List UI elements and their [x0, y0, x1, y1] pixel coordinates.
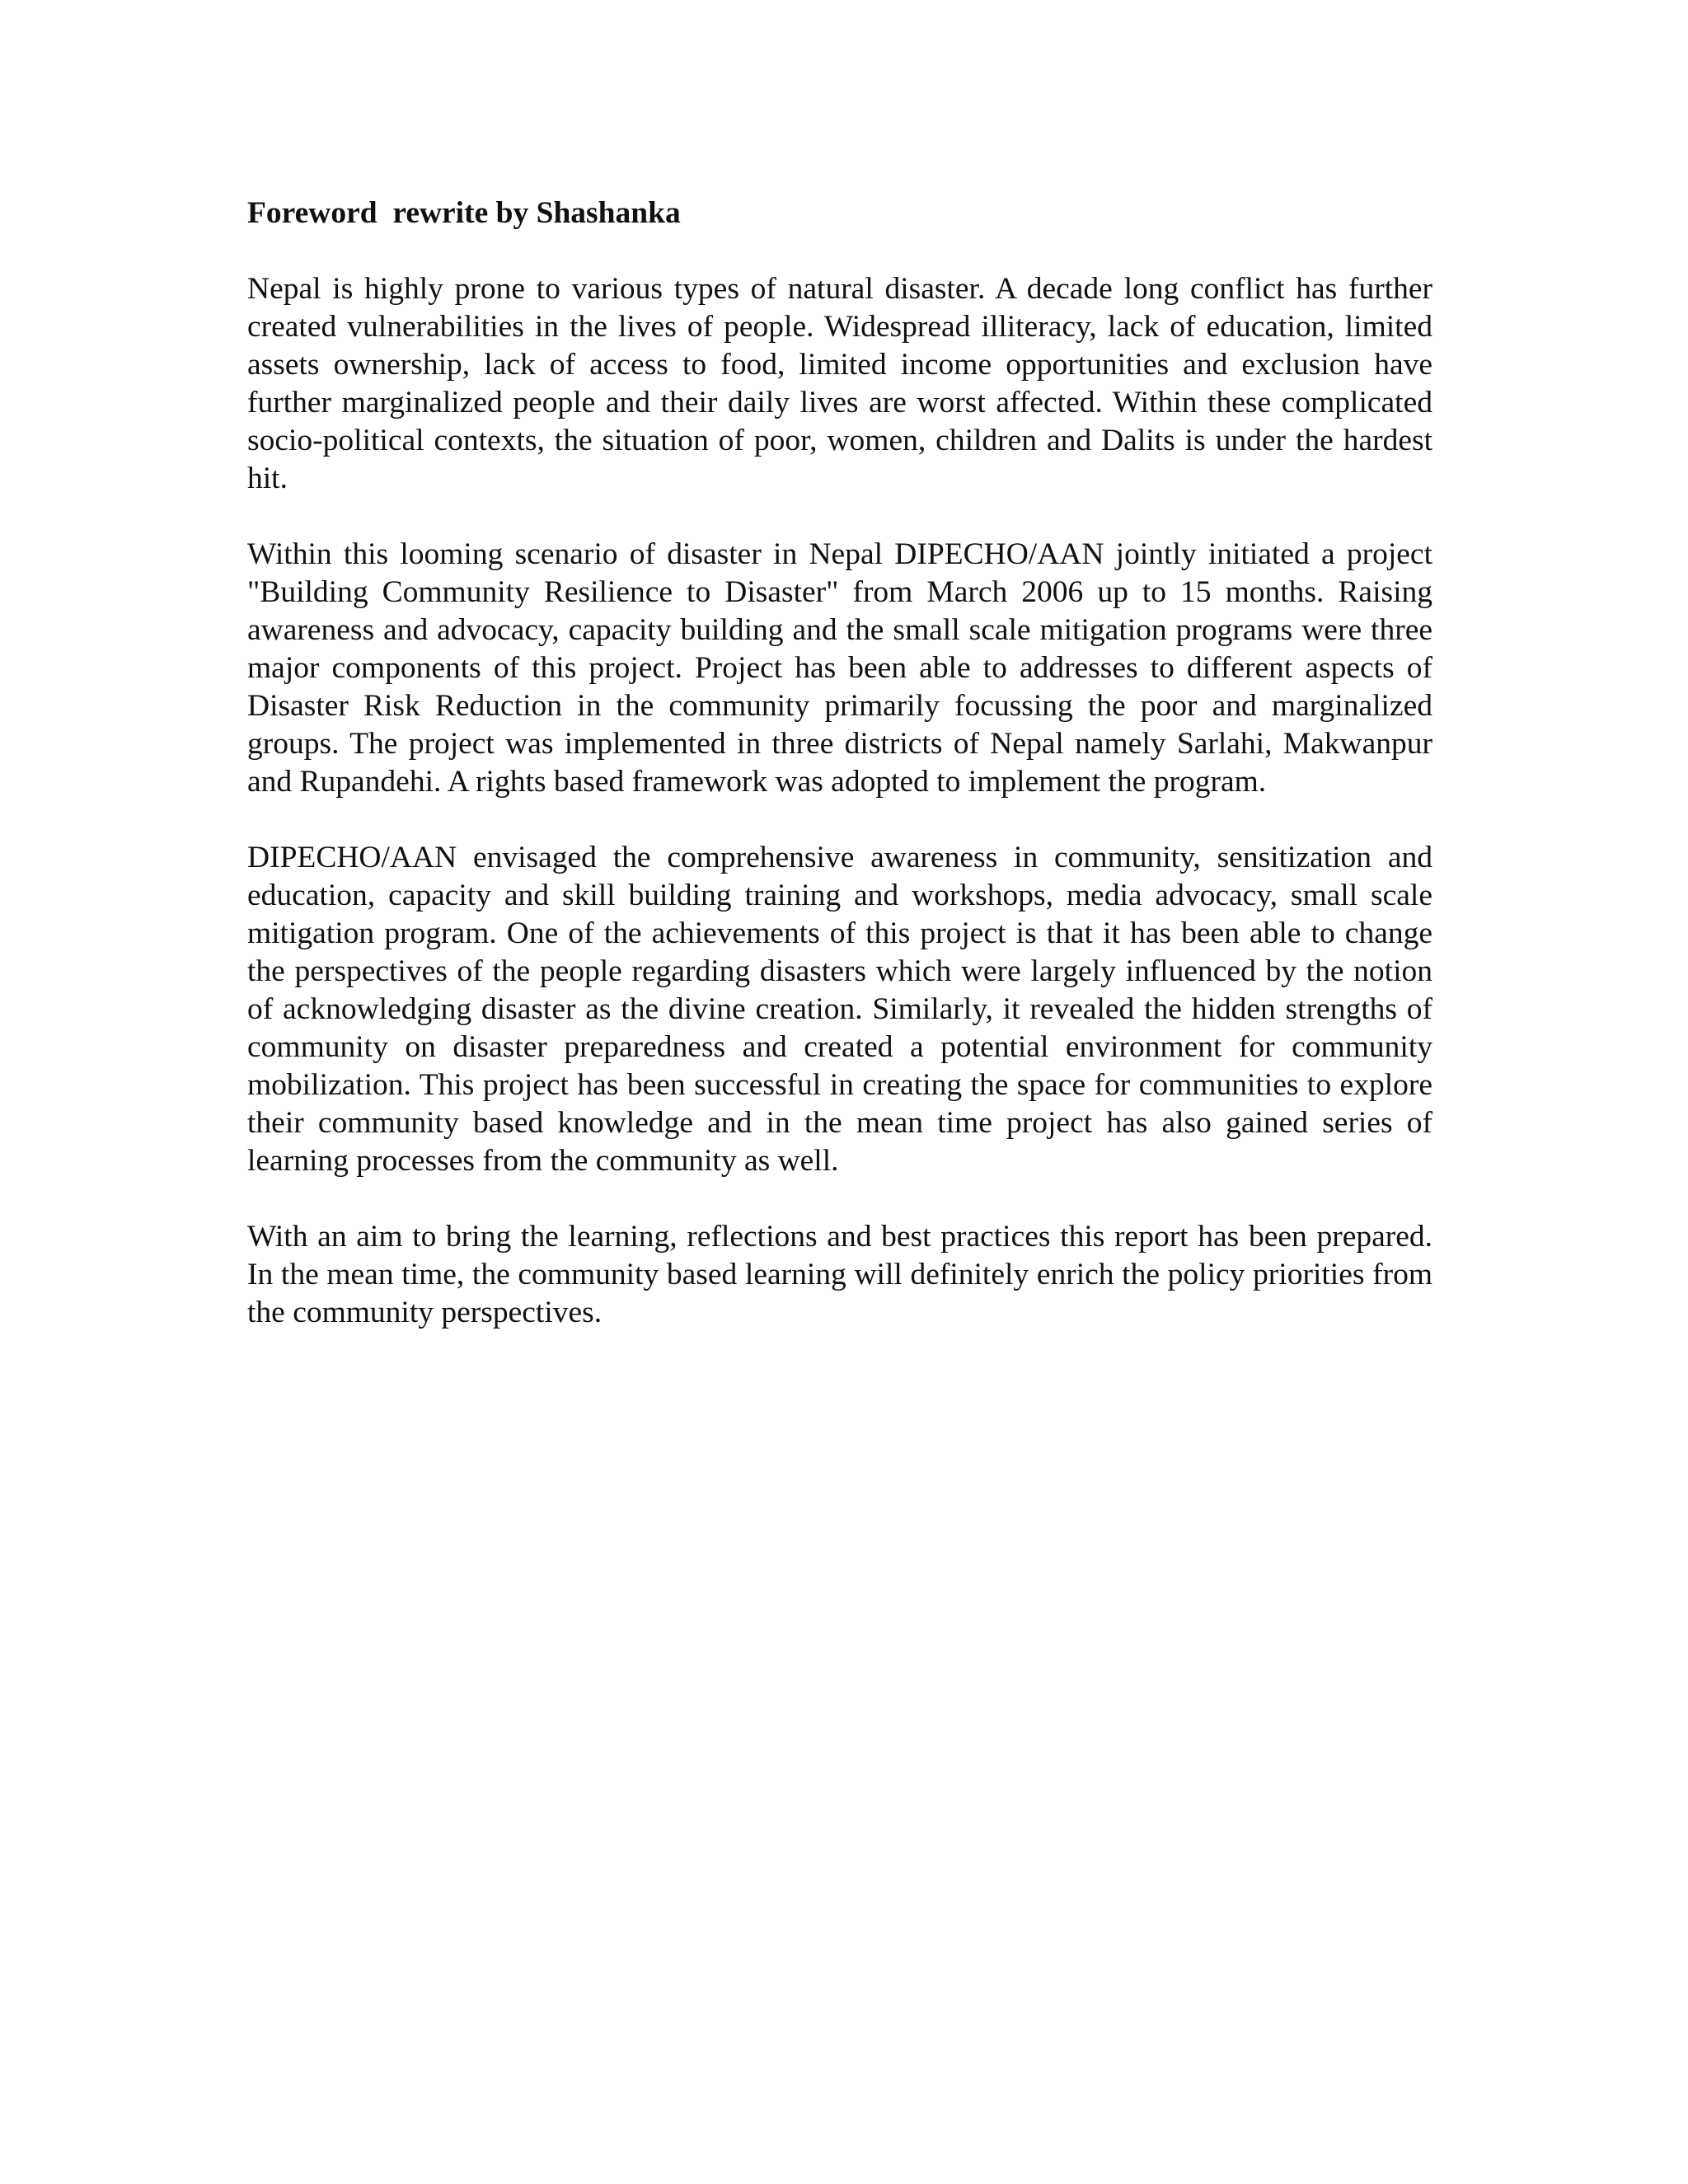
paragraph-2: Within this looming scenario of disaster in Nepal DIPECHO/AAN jointly initiated a project "Building Community Resilience to Disaster" from March 2006 up to 15 months. Raising awareness and advocacy, capacity building and the small scale mitigation programs were three major components of this project. Project has been able to addresses to different aspects of Disaster Risk Reduction in the community primarily focussing the poor and marginalized groups. The project was implemented in three districts of Nepal namely Sarlahi, Makwanpur and Rupandehi. A rights based framework was adopted to implement the program.	[247, 537, 1432, 799]
paragraph-1: Nepal is highly prone to various types of natural disaster. A decade long conflict has further created vulnerabilities in the lives of people. Widespread illiteracy, lack of education, limited assets ownership, lack of access to food, limited income opportunities and exclusion have further marginalized people and their daily lives are worst affected. Within these complicated socio-political contexts, the situation of poor, women, children and Dalits is under the hardest hit.	[247, 272, 1432, 495]
paragraph-3: DIPECHO/AAN envisaged the comprehensive awareness in community, sensitization and education, capacity and skill building training and workshops, media advocacy, small scale mitigation program. One of the achievements of this project is that it has been able to change the perspectives of the people regarding disasters which were largely influenced by the notion of acknowledging disaster as the divine creation. Similarly, it revealed the hidden strengths of community on disaster preparedness and created a potential environment for community mobilization. This project has been successful in creating the space for communities to explore their community based knowledge and in the mean time project has also gained series of learning processes from the community as well.	[247, 841, 1432, 1178]
paragraph-4: With an aim to bring the learning, reflections and best practices this report has been prepared. In the mean time, the community based learning will definitely enrich the policy priorities from the community perspectives.	[247, 1220, 1432, 1329]
page-title: Foreword rewrite by Shashanka	[247, 196, 681, 230]
document-body	[247, 194, 1432, 1370]
